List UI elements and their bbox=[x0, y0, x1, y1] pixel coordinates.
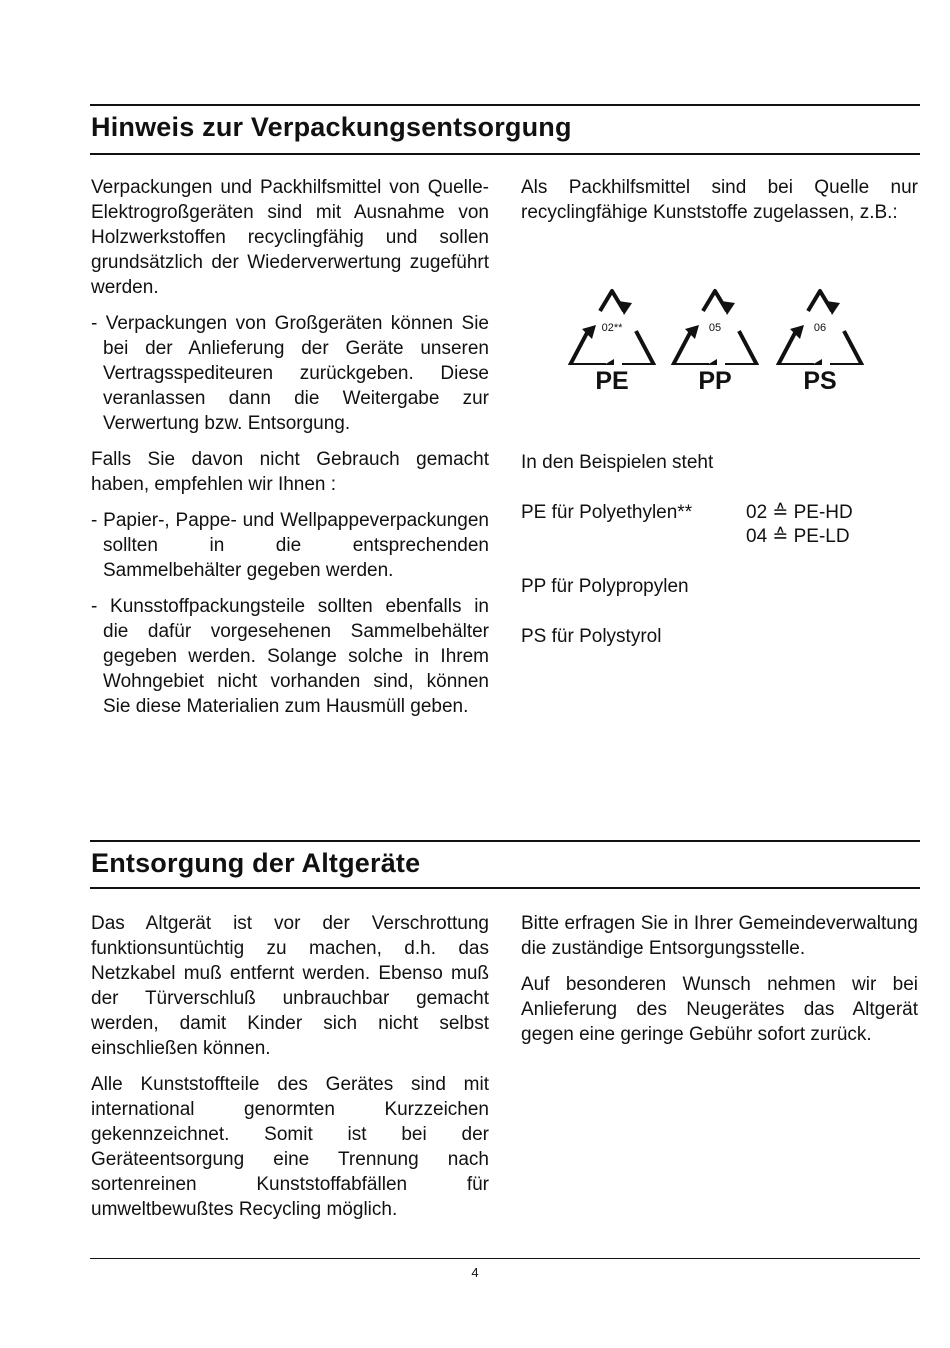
paragraph: Auf besonderen Wunsch nehmen wir bei Anlieferung des Neugerätes das Altgerät gegen eine geringe Gebühr sofort zurück. bbox=[521, 974, 918, 1045]
recycling-symbol-ps bbox=[770, 285, 870, 395]
section1-left-column bbox=[91, 175, 489, 730]
section2-right-column bbox=[521, 911, 918, 1058]
bullet-paragraph: - Papier-, Pappe- und Wellpappeverpackungen sollten in die entsprechenden Sammelbehälter gegeben werden. bbox=[91, 510, 489, 581]
example-pe: PE für Polyethylen** bbox=[521, 502, 693, 523]
paragraph: Verpackungen und Packhilfsmittel von Quelle-Elektrogroßgeräten sind mit Ausnahme von Holzwerkstoffen recyclingfähig und sollen grundsätzlich der Wiederverwertung zugeführt werden. bbox=[91, 177, 489, 298]
section1-heading: Hinweis zur Verpackungsentsorgung bbox=[91, 112, 572, 142]
paragraph: Das Altgerät ist vor der Verschrottung funktionsuntüchtig zu machen, d.h. das Netzkabel muß entfernt werden. Ebenso muß der Türverschluß unbrauchbar gemacht werden, damit Kinder sich nicht selbst einschließen können. bbox=[91, 913, 489, 1059]
example-ps: PS für Polystyrol bbox=[521, 626, 662, 647]
section1-top-rule bbox=[90, 104, 920, 106]
page-number: 4 bbox=[471, 1265, 479, 1280]
examples-intro: In den Beispielen steht bbox=[521, 452, 714, 473]
resin-code: 02** bbox=[601, 322, 623, 334]
recycling-symbol-pe bbox=[562, 285, 662, 395]
example-pp: PP für Polypropylen bbox=[521, 576, 689, 597]
example-pe-hd: 02 ≙ PE-HD bbox=[746, 502, 853, 523]
bullet-paragraph: - Kunsstoffpackungsteile sollten ebenfalls in die dafür vorgesehenen Sammelbehälter gegeben werden. Solange solche in Ihrem Wohngebiet nicht vorhanden sind, können Sie diese Materialien zum Hausmüll geben. bbox=[91, 596, 489, 717]
section2-heading: Entsorgung der Altgeräte bbox=[91, 848, 421, 878]
paragraph: Bitte erfragen Sie in Ihrer Gemeindeverwaltung die zuständige Entsorgungsstelle. bbox=[521, 913, 918, 959]
section2-bottom-rule bbox=[90, 887, 920, 889]
section1-bottom-rule bbox=[90, 153, 920, 155]
section1-right-intro: Als Packhilfsmittel sind bei Quelle nur recyclingfähige Kunststoffe zugelassen, z.B.: bbox=[521, 177, 918, 223]
paragraph: Alle Kunststoffteile des Gerätes sind mit international genormten Kurzzeichen gekennzeichnet. Somit ist bei der Geräteentsorgung eine Trennung nach sortenreinen Kunststoffabfällen für umweltbewußtes Recycling möglich. bbox=[91, 1074, 489, 1220]
material-abbreviation: PE bbox=[595, 367, 629, 395]
section2-top-rule bbox=[90, 840, 920, 842]
example-pe-ld: 04 ≙ PE-LD bbox=[746, 526, 850, 547]
section2-left-column bbox=[91, 911, 489, 1233]
resin-code: 06 bbox=[813, 322, 827, 334]
bullet-paragraph: - Verpackungen von Großgeräten können Sie bei der Anlieferung der Geräte unseren Vertragsspediteuren zurückgeben. Diese veranlassen dann die Weitergabe zur Verwertung bzw. Entsorgung. bbox=[91, 313, 489, 434]
footer-rule bbox=[90, 1258, 920, 1259]
material-abbreviation: PP bbox=[698, 367, 732, 395]
material-abbreviation: PS bbox=[803, 367, 837, 395]
recycling-symbol-pp bbox=[665, 285, 765, 395]
resin-code: 05 bbox=[708, 322, 722, 334]
paragraph: Falls Sie davon nicht Gebrauch gemacht haben, empfehlen wir Ihnen : bbox=[91, 449, 489, 495]
